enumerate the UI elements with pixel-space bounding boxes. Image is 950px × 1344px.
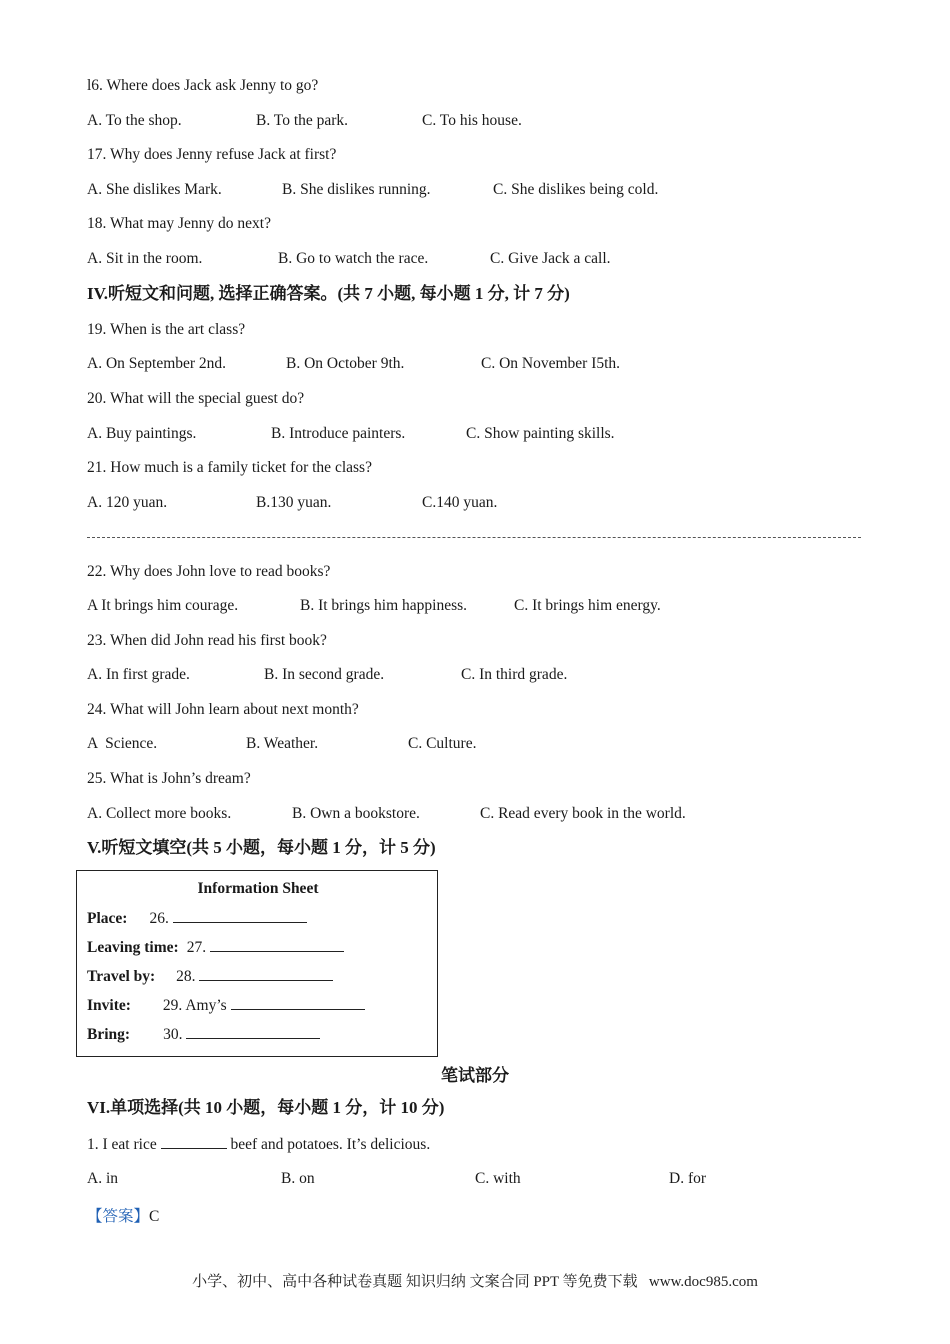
option-b: B. She dislikes running. [282, 181, 431, 198]
option-c: C. Culture. [408, 735, 477, 752]
question-25: 25. What is John’s dream? [87, 770, 251, 787]
information-sheet-title: Information Sheet [197, 880, 319, 897]
option-c: C. On November I5th. [481, 355, 621, 372]
option-a: A. Buy paintings. [87, 425, 197, 442]
option-b: B. Own a bookstore. [292, 805, 420, 822]
option-b: B. on [281, 1170, 315, 1187]
option-b: B. On October 9th. [286, 355, 405, 372]
option-d: D. for [669, 1170, 707, 1187]
section-6-heading: VI.单项选择(共 10 小题，每小题 1 分，计 10 分) [87, 1098, 445, 1117]
option-a: A. Sit in the room. [87, 250, 203, 267]
option-c: C. Give Jack a call. [490, 250, 611, 267]
option-b: B. It brings him happiness. [300, 597, 468, 614]
answer-tag: 【答案】 [87, 1208, 150, 1225]
row-label: Place: [87, 910, 128, 927]
option-b: B. Weather. [246, 735, 319, 752]
question-19-options [87, 354, 621, 374]
question-1-text-before: 1. I eat rice [87, 1136, 161, 1153]
blank-26[interactable] [173, 908, 307, 923]
question-18-options [87, 249, 611, 269]
row-item: 26. [149, 910, 169, 927]
option-c: C. She dislikes being cold. [493, 181, 659, 198]
option-c: C. Show painting skills. [466, 425, 615, 442]
option-c: C.140 yuan. [422, 494, 498, 511]
question-20-options [87, 424, 615, 444]
option-c: C. In third grade. [461, 666, 568, 683]
option-b: B.130 yuan. [256, 494, 332, 511]
question-24: 24. What will John learn about next month? [87, 701, 359, 718]
row-item: 28. [176, 968, 196, 985]
question-16-options [87, 111, 522, 131]
question-24-options [87, 734, 477, 754]
option-a: A Science. [87, 735, 158, 752]
option-a: A. in [87, 1170, 118, 1187]
option-b: B. In second grade. [264, 666, 385, 683]
option-c: C. It brings him energy. [514, 597, 661, 614]
question-20: 20. What will the special guest do? [87, 390, 305, 407]
option-a: A. In first grade. [87, 666, 190, 683]
info-row-invite [87, 995, 365, 1015]
option-a: A. Collect more books. [87, 805, 232, 822]
section-5-heading: V.听短文填空(共 5 小题，每小题 1 分，计 5 分) [87, 838, 436, 857]
footer-text: 小学、初中、高中各种试卷真题 知识归纳 文案合同 PPT 等免费下载 www.doc985.com [192, 1274, 758, 1290]
option-a: A. 120 yuan. [87, 494, 168, 511]
question-1-text-after: beef and potatoes. It’s delicious. [226, 1136, 431, 1153]
question-17: 17. Why does Jenny refuse Jack at first? [87, 146, 337, 163]
question-1-options [87, 1169, 707, 1189]
row-label: Travel by: [87, 968, 156, 985]
blank-27[interactable] [210, 937, 344, 952]
question-23: 23. When did John read his first book? [87, 632, 327, 649]
option-a: A. To the shop. [87, 112, 182, 129]
question-18: 18. What may Jenny do next? [87, 215, 271, 232]
row-item: 27. [186, 939, 207, 956]
option-a: A. She dislikes Mark. [87, 181, 222, 198]
question-16: l6. Where does Jack ask Jenny to go? [87, 77, 319, 94]
option-b: B. To the park. [256, 112, 349, 129]
row-label: Leaving time: [87, 939, 179, 956]
option-c: C. with [475, 1170, 521, 1187]
info-row-travel-by [87, 966, 333, 986]
dashed-divider [87, 537, 861, 538]
written-part-title: 笔试部分 [441, 1066, 509, 1085]
information-sheet [76, 870, 438, 1057]
row-item: 29. Amy’s [162, 997, 227, 1014]
question-17-options [87, 180, 659, 200]
question-23-options [87, 665, 568, 685]
option-c: C. To his house. [422, 112, 522, 129]
option-a: A It brings him courage. [87, 597, 239, 614]
row-item: 30. [163, 1026, 183, 1043]
section-4-heading: IV.听短文和问题, 选择正确答案。(共 7 小题, 每小题 1 分, 计 7 分) [87, 284, 570, 303]
question-22: 22. Why does John love to read books? [87, 563, 331, 580]
option-b: B. Go to watch the race. [278, 250, 429, 267]
question-21-options [87, 493, 498, 513]
option-b: B. Introduce painters. [271, 425, 406, 442]
row-label: Bring: [87, 1026, 131, 1043]
question-21: 21. How much is a family ticket for the class? [87, 459, 372, 476]
answer-line [87, 1204, 159, 1226]
question-19: 19. When is the art class? [87, 321, 246, 338]
option-c: C. Read every book in the world. [480, 805, 686, 822]
info-row-bring [87, 1024, 320, 1044]
info-row-leaving-time [87, 937, 344, 957]
question-22-options [87, 596, 661, 616]
question-1 [87, 1134, 430, 1155]
option-a: A. On September 2nd. [87, 355, 227, 372]
question-25-options [87, 804, 686, 824]
blank-28[interactable] [199, 966, 333, 981]
blank-29[interactable] [231, 995, 365, 1010]
blank-30[interactable] [186, 1024, 320, 1039]
row-label: Invite: [87, 997, 131, 1014]
info-row-place [87, 908, 307, 928]
answer-value: C [149, 1208, 160, 1225]
blank-q1[interactable] [161, 1134, 227, 1149]
